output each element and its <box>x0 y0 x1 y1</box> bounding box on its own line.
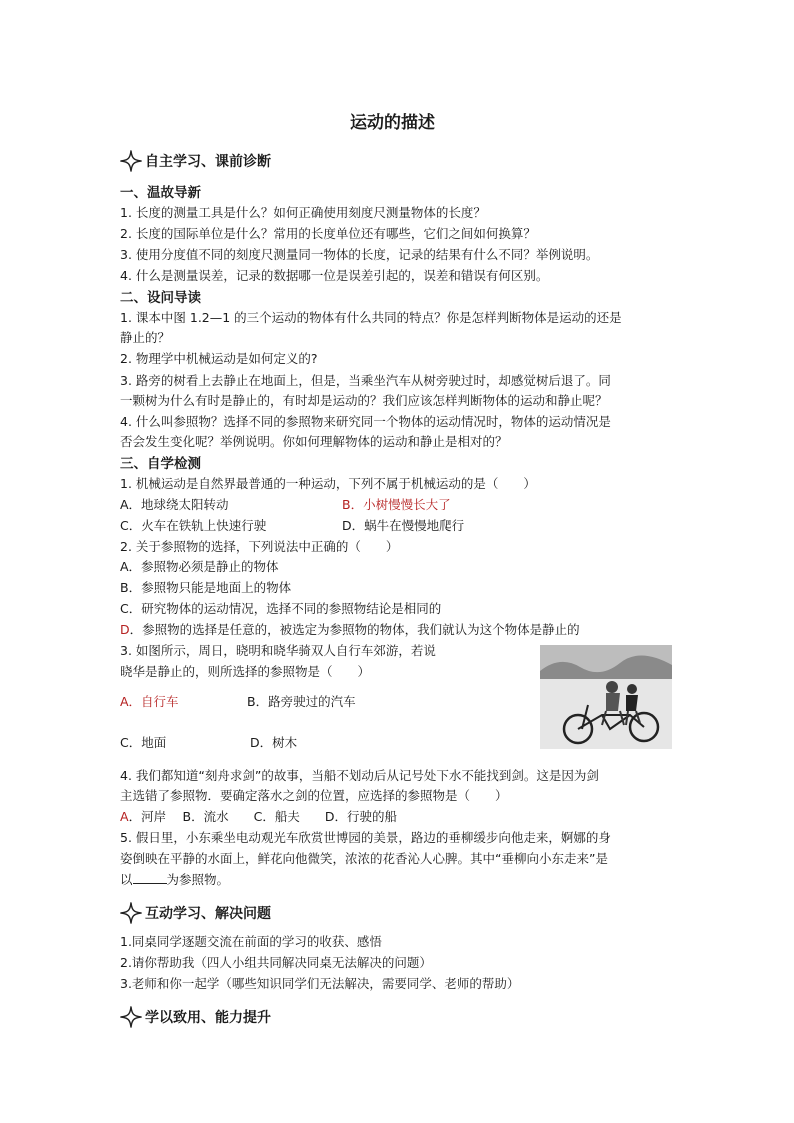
check-q3-option-d: D．树木 <box>250 735 298 750</box>
check-question-4-line-1: 4. 我们都知道“刻舟求剑”的故事，当船不划动后从记号处下水不能找到剑。这是因为剑 <box>120 768 599 783</box>
check-q1-option-b: B．小树慢慢长大了 <box>342 497 451 512</box>
section-application <box>120 1006 271 1028</box>
sparkle-star-icon <box>120 902 142 924</box>
page-title: 运动的描述 <box>350 113 435 133</box>
heading-review: 一、温故导新 <box>120 185 201 201</box>
check-question-5-line-3 <box>120 870 229 888</box>
section-interactive <box>120 902 271 924</box>
guide-question-3-line-2: 一颗树为什么有时是静止的，有时却是运动的？我们应该怎样判断物体的运动和静止呢？ <box>120 393 608 408</box>
review-question-3: 3. 使用分度值不同的刻度尺测量同一物体的长度，记录的结果有什么不同？举例说明。 <box>120 247 599 262</box>
interactive-item-1: 1.同桌同学逐题交流在前面的学习的收获、感悟 <box>120 934 382 949</box>
guide-question-2: 2. 物理学中机械运动是如何定义的? <box>120 351 318 366</box>
check-question-3-line-1: 3. 如图所示，周日，晓明和晓华骑双人自行车郊游，若说 <box>120 643 436 658</box>
option-text: ．参照物的选择是任意的，被选定为参照物的物体，我们就认为这个物体是静止的 <box>129 622 580 637</box>
check-q1-option-d: D．蜗牛在慢慢地爬行 <box>342 518 465 533</box>
q5-prefix: 以 <box>120 872 133 887</box>
option-text: ．河岸 B．流水 C．船夫 D．行驶的船 <box>128 809 397 824</box>
sparkle-star-icon <box>120 150 142 172</box>
review-question-1: 1. 长度的测量工具是什么？如何正确使用刻度尺测量物体的长度？ <box>120 205 486 220</box>
check-q2-option-b: B．参照物只能是地面上的物体 <box>120 580 292 595</box>
section-title: 互动学习、解决问题 <box>145 906 271 922</box>
guide-question-4-line-2: 否会发生变化呢？举例说明。你如何理解物体的运动和静止是相对的？ <box>120 434 508 449</box>
option-letter-a: A <box>120 809 129 824</box>
check-q3-option-b: B．路旁驶过的汽车 <box>247 694 356 709</box>
check-question-5-line-1: 5. 假日里，小东乘坐电动观光车欣赏世博园的美景，路边的垂柳缓步向他走来，婀娜的身 <box>120 830 611 845</box>
check-question-1: 1. 机械运动是自然界最普通的一种运动，下列不属于机械运动的是（ ） <box>120 476 536 491</box>
section-self-study <box>120 150 271 172</box>
answer-blank[interactable] <box>133 871 167 884</box>
check-q2-option-d <box>120 620 580 638</box>
guide-question-3-line-1: 3. 路旁的树看上去静止在地面上，但是，当乘坐汽车从树旁驶过时，却感觉树后退了。同 <box>120 373 611 388</box>
check-q2-option-a: A．参照物必须是静止的物体 <box>120 559 279 574</box>
section-title: 自主学习、课前诊断 <box>145 154 271 170</box>
check-q3-option-a: A．自行车 <box>120 694 179 709</box>
sparkle-star-icon <box>120 1006 142 1028</box>
guide-question-1-line-1: 1. 课本中图 1.2—1 的三个运动的物体有什么共同的特点？你是怎样判断物体是运动的还是 <box>120 310 622 325</box>
tandem-bicycle-photo <box>540 645 672 749</box>
q5-suffix: 为参照物。 <box>166 872 230 887</box>
interactive-item-2: 2.请你帮助我（四人小组共同解决同桌无法解决的问题） <box>120 955 432 970</box>
check-q1-option-a: A．地球绕太阳转动 <box>120 497 229 512</box>
check-question-2: 2. 关于参照物的选择，下列说法中正确的（ ） <box>120 539 399 554</box>
guide-question-1-line-2: 静止的？ <box>120 330 171 345</box>
option-letter-d: D <box>120 622 130 637</box>
review-question-2: 2. 长度的国际单位是什么？常用的长度单位还有哪些，它们之间如何换算？ <box>120 226 536 241</box>
check-q4-options <box>120 807 397 825</box>
section-title: 学以致用、能力提升 <box>145 1010 271 1026</box>
heading-self-check: 三、自学检测 <box>120 456 201 472</box>
check-question-4-line-2: 主选错了参照物．要确定落水之剑的位置，应选择的参照物是（ ） <box>120 788 508 803</box>
check-question-5-line-2: 姿倒映在平静的水面上，鲜花向他微笑，浓浓的花香沁人心脾。其中“垂柳向小东走来”是 <box>120 851 608 866</box>
check-q3-option-c: C．地面 <box>120 735 167 750</box>
interactive-item-3: 3.老师和你一起学（哪些知识同学们无法解决，需要同学、老师的帮助） <box>120 976 520 991</box>
review-question-4: 4. 什么是测量误差，记录的数据哪一位是误差引起的，误差和错误有何区别。 <box>120 268 549 283</box>
heading-guide: 二、设问导读 <box>120 290 201 306</box>
check-question-3-line-2: 晓华是静止的，则所选择的参照物是（ ） <box>120 664 371 679</box>
check-q2-option-c: C．研究物体的运动情况，选择不同的参照物结论是相同的 <box>120 601 442 616</box>
guide-question-4-line-1: 4. 什么叫参照物？选择不同的参照物来研究同一个物体的运动情况时，物体的运动情况是 <box>120 414 611 429</box>
check-q1-option-c: C．火车在铁轨上快速行驶 <box>120 518 267 533</box>
